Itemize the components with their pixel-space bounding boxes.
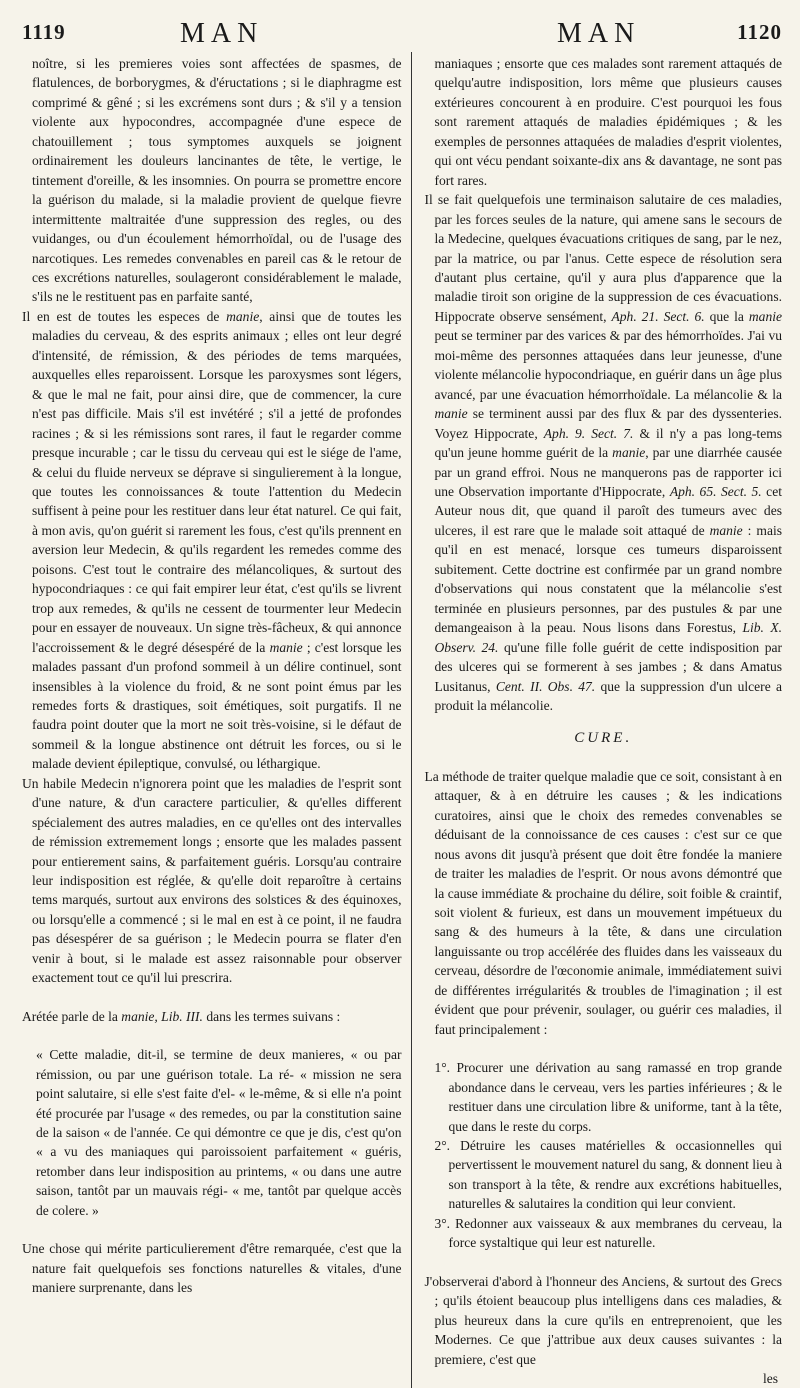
paragraph: noître, si les premieres voies sont affectées de spasmes, de flatulences, de borborygmes, & d'éructations ; si le diaphragme est comprimé & gêné ; si les excrémens sont durs ; & s'il y a tension violente aux hypocondres, accompagnée d'une espece de chatouillement ; tous symptomes auxquels se joignent ordinairement les douleurs lancinantes de tête, le vertige, le tintement d'oreille, & les insomnies. On pourra se promettre encore la guérison du malade, si la maladie provient de quelque fievre intermittente maltraitée d'une suppression des regles, ou des vuidanges, ou d'un écoulement hémorrhoïdal, ou de l'usage des narcotiques. Les remedes convenables en pareil cas & le retour de ces excrétions naturelles, soulageront considérablement le malade, s'ils ne le restituent pas en parfaite santé, — [32, 56, 402, 305]
catchword: les — [762, 1371, 778, 1386]
page-number-right: 1120 — [737, 20, 782, 44]
list-item: 1°. Procurer une dérivation au sang ramassé en trop grande abondance dans le cerveau, vers les parties inférieures ; & le restituer dans une circulation libre & uniforme, tant à la tête, que dans le reste du corps. — [434, 1060, 782, 1134]
paragraph: J'observerai d'abord à l'honneur des Anciens, & surtout des Grecs ; qu'ils étoient beaucoup plus intelligens dans ces maladies, & plus heureux dans la cure qu'ils en entreprenoient, que les Modernes. Ce que j'attribue aux deux causes suivantes : la premiere, c'est que — [424, 1273, 782, 1367]
page-header — [22, 14, 782, 54]
list-item: 2°. Détruire les causes matérielles & occasionnelles qui pervertissent le mouvement naturel du sang, & donnent lieu à son transport à la tête, & rendre aux excrétions habituelles, naturelles & salutaires la condition qui leur convient. — [434, 1138, 782, 1212]
paragraph: Il se fait quelquefois une terminaison salutaire de ces maladies, par les forces seules de la nature, qui amene sans le secours de la Medecine, quelques évacuations critiques de sang, par le nez, par la matrice, ou par l'anus. Cette espece de résolution sera d'autant plus certaine, qu'il y aura plus d'apparence que la maladie tiroit son origine de la suppression de ces évacuations. Hippocrate observe sensément, Aph. 21. Sect. 6. que la manie peut se terminer par des varices & par des hémorrhoïdes. J'ai vu moi-même des personnes attaquées dans leur jeunesse, d'une violente mélancolie hypocondriaque, en guérir dans un âge plus avancé, par une évacuation hémorrhoïdale. La mélancolie & la manie se terminent aussi par des flux & par des dyssenteries. Voyez Hippocrate, Aph. 9. Sect. 7. & il n'y a pas long-tems qu'un jeune homme guérit de la manie, par une diarrhée causée par un grand effroi. Nous ne manquerons pas de rapporter ici une Observation importante d'Hippocrate, Aph. 65. Sect. 5. cet Auteur nous dit, que quand il paroît des tumeurs avec des ulceres, il est rare que le malade soit attaqué de manie : mais qu'il en est menacé, lorsque ces tumeurs disparoissent subitement. Cette doctrine est confirmée par un grand nombre d'observations qui nous constatent que la mélancolie s'est terminée en plusieurs personnes, par des pustules & par une demangeaison à la peau. Nous lisons dans Forestus, Lib. X. Observ. 24. qu'une fille folle guérit de cette indisposition par des ulceres qui se formerent à ses jambes ; & dans Amatus Lusitanus, Cent. II. Obs. 47. que la suppression d'un ulcere a produit la mélancolie. — [424, 192, 783, 713]
left-column — [22, 54, 411, 1388]
right-column — [412, 54, 782, 1388]
running-headword-left: MAN — [180, 18, 264, 49]
paragraph: Arétée parle de la manie, Lib. III. dans les termes suivans : — [22, 1008, 341, 1024]
list-item: 3°. Redonner aux vaisseaux & aux membranes du cerveau, la force systaltique qui leur est naturelle. — [434, 1215, 782, 1251]
paragraph: Une chose qui mérite particulierement d'être remarquée, c'est que la nature fait quelquefois ses fonctions naturelles & vitales, d'une maniere surprenante, dans les — [22, 1241, 402, 1296]
block-quote: « Cette maladie, dit-il, se termine de deux manieres, « ou par rémission, ou par une guérison totale. La ré- « mission ne sera point salutaire, si elle s'est faite d'el- « le-même, & si elle n'a point été procurée par l'usage « des remedes, ou par la constitution saine de la saison « de l'année. Ce qui démontre ce que je dis, c'est qu'on « a vu des maniaques qui paroissoient parfaitement « guéris, retomber dans leur indisposition au printems, « ou dans une autre saison, tantôt par un mauvais régi- « me, tantôt par quelque accès de colere. » — [36, 1047, 402, 1218]
section-heading-cure: CURE. — [574, 730, 633, 747]
paragraph: La méthode de traiter quelque maladie que ce soit, consistant à en attaquer, & à en détruire les causes ; & les indications curatoires, ainsi que le choix des remedes convenables se déduisant de la connoissance de ces causes : c'est sur ce que nous avons dit jusqu'à présent que doit être fondée la maniere de traiter les maladies de l'esprit. Or nous avons démontré que la cause immédiate & prochaine du délire, soit foible & craintif, soit violent & furieux, est dans un mouvement impétueux du sang & des humeurs à la tête, & dans une circulation languissante ou trop accélérée des fluides dans les vaisseaux du cerveau, désordre de l'œconomie animale, immédiatement suivi de différentes irrégularités & troubles de l'imagination ; il est évident que pour prévenir, soulager, ou guérir ces maladies, il faut principalement : — [424, 768, 782, 1037]
running-headword-right: MAN — [557, 18, 641, 49]
paragraph: Un habile Medecin n'ignorera point que les maladies de l'esprit sont d'une nature, & d'un caractere particulier, & qu'elles different spécialement des autres maladies, en ce qu'elles ont des intervalles de rémission extremement longs ; ensorte que les malades passent pour entierement sains, & parfaitement guéris. Lorsqu'au contraire leur indisposition est réglée, & qu'elle doit reparoître à certains tems marqués, surtout aux environs des solstices & des équinoxes, ou lorsqu'elle a commencé ; si le mal en est à ce point, il ne faudra pas désespérer de sa guérison ; le Medecin pourra se flater d'en venir à bout, si le malade est assez raisonnable pour observer exactement tout ce qu'il lui prescrira. — [22, 775, 402, 986]
page-number-left: 1119 — [22, 20, 66, 44]
text-columns — [22, 54, 782, 1388]
paragraph: maniaques ; ensorte que ces malades sont rarement attaqués de quelqu'autre indisposition, lors même que plusieurs causes extérieures concourent à en produire. C'est pourquoi les fous sont rarement attaqués de maladies épidémiques ; & les exemples de personnes attaquées de maladies d'esprit violentes, qui ont vécu pendant soixante-dix ans & davantage, ne sont pas fort rares. — [434, 56, 782, 188]
paragraph: Il en est de toutes les especes de manie, ainsi que de toutes les maladies du cerveau, & des esprits animaux ; elles ont leur degré d'intensité, de rémission, & des périodes de tems marquées, auxquelles elles reparoissent. Lorsque les paroxysmes sont légers, & que le mal ne fait, pour ainsi dire, que de commencer, la cure n'est pas difficile. Mais s'il est invétéré ; s'il a jetté de profondes racines ; & si les rémissions sont rares, il faut le regarder comme presque incurable ; car le tissu du cerveau qui est le siége de l'ame, & celui du fluide nerveux se déprave si singulierement à la longue, que toutes les connoissances & toute l'attention du Medecin suffisent à peine pour les restituer dans leur état naturel. Ce qui fait, à mon avis, qu'on guérit si rarement les fous, c'est qu'ils prennent en aversion leur Medecin, & qu'ils regardent les remedes comme des poisons. C'est tout le contraire des mélancoliques, & surtout des hypocondriaques : ce qui fait empirer leur état, c'est qu'ils se livrent trop aux remedes, & qu'ils ne cessent de tourmenter leur Medecin pour en essayer de nouveaux. Un signe très-fâcheux, & qui annonce l'accroissement & le degré désespéré de la manie ; c'est lorsque les malades passant d'un profond sommeil à un délire continuel, sont insensibles à la violence du froid, & ne sont point émus par les remedes forts & drastiques, soit émétiques, soit purgatifs. Il ne faudra point douter que la mort ne soit très-voisine, si le défaut de sommeil & la longue abstinence ont détruit les forces, ou si le malade devient épileptique, convulsé, ou léthargique. — [22, 308, 402, 772]
